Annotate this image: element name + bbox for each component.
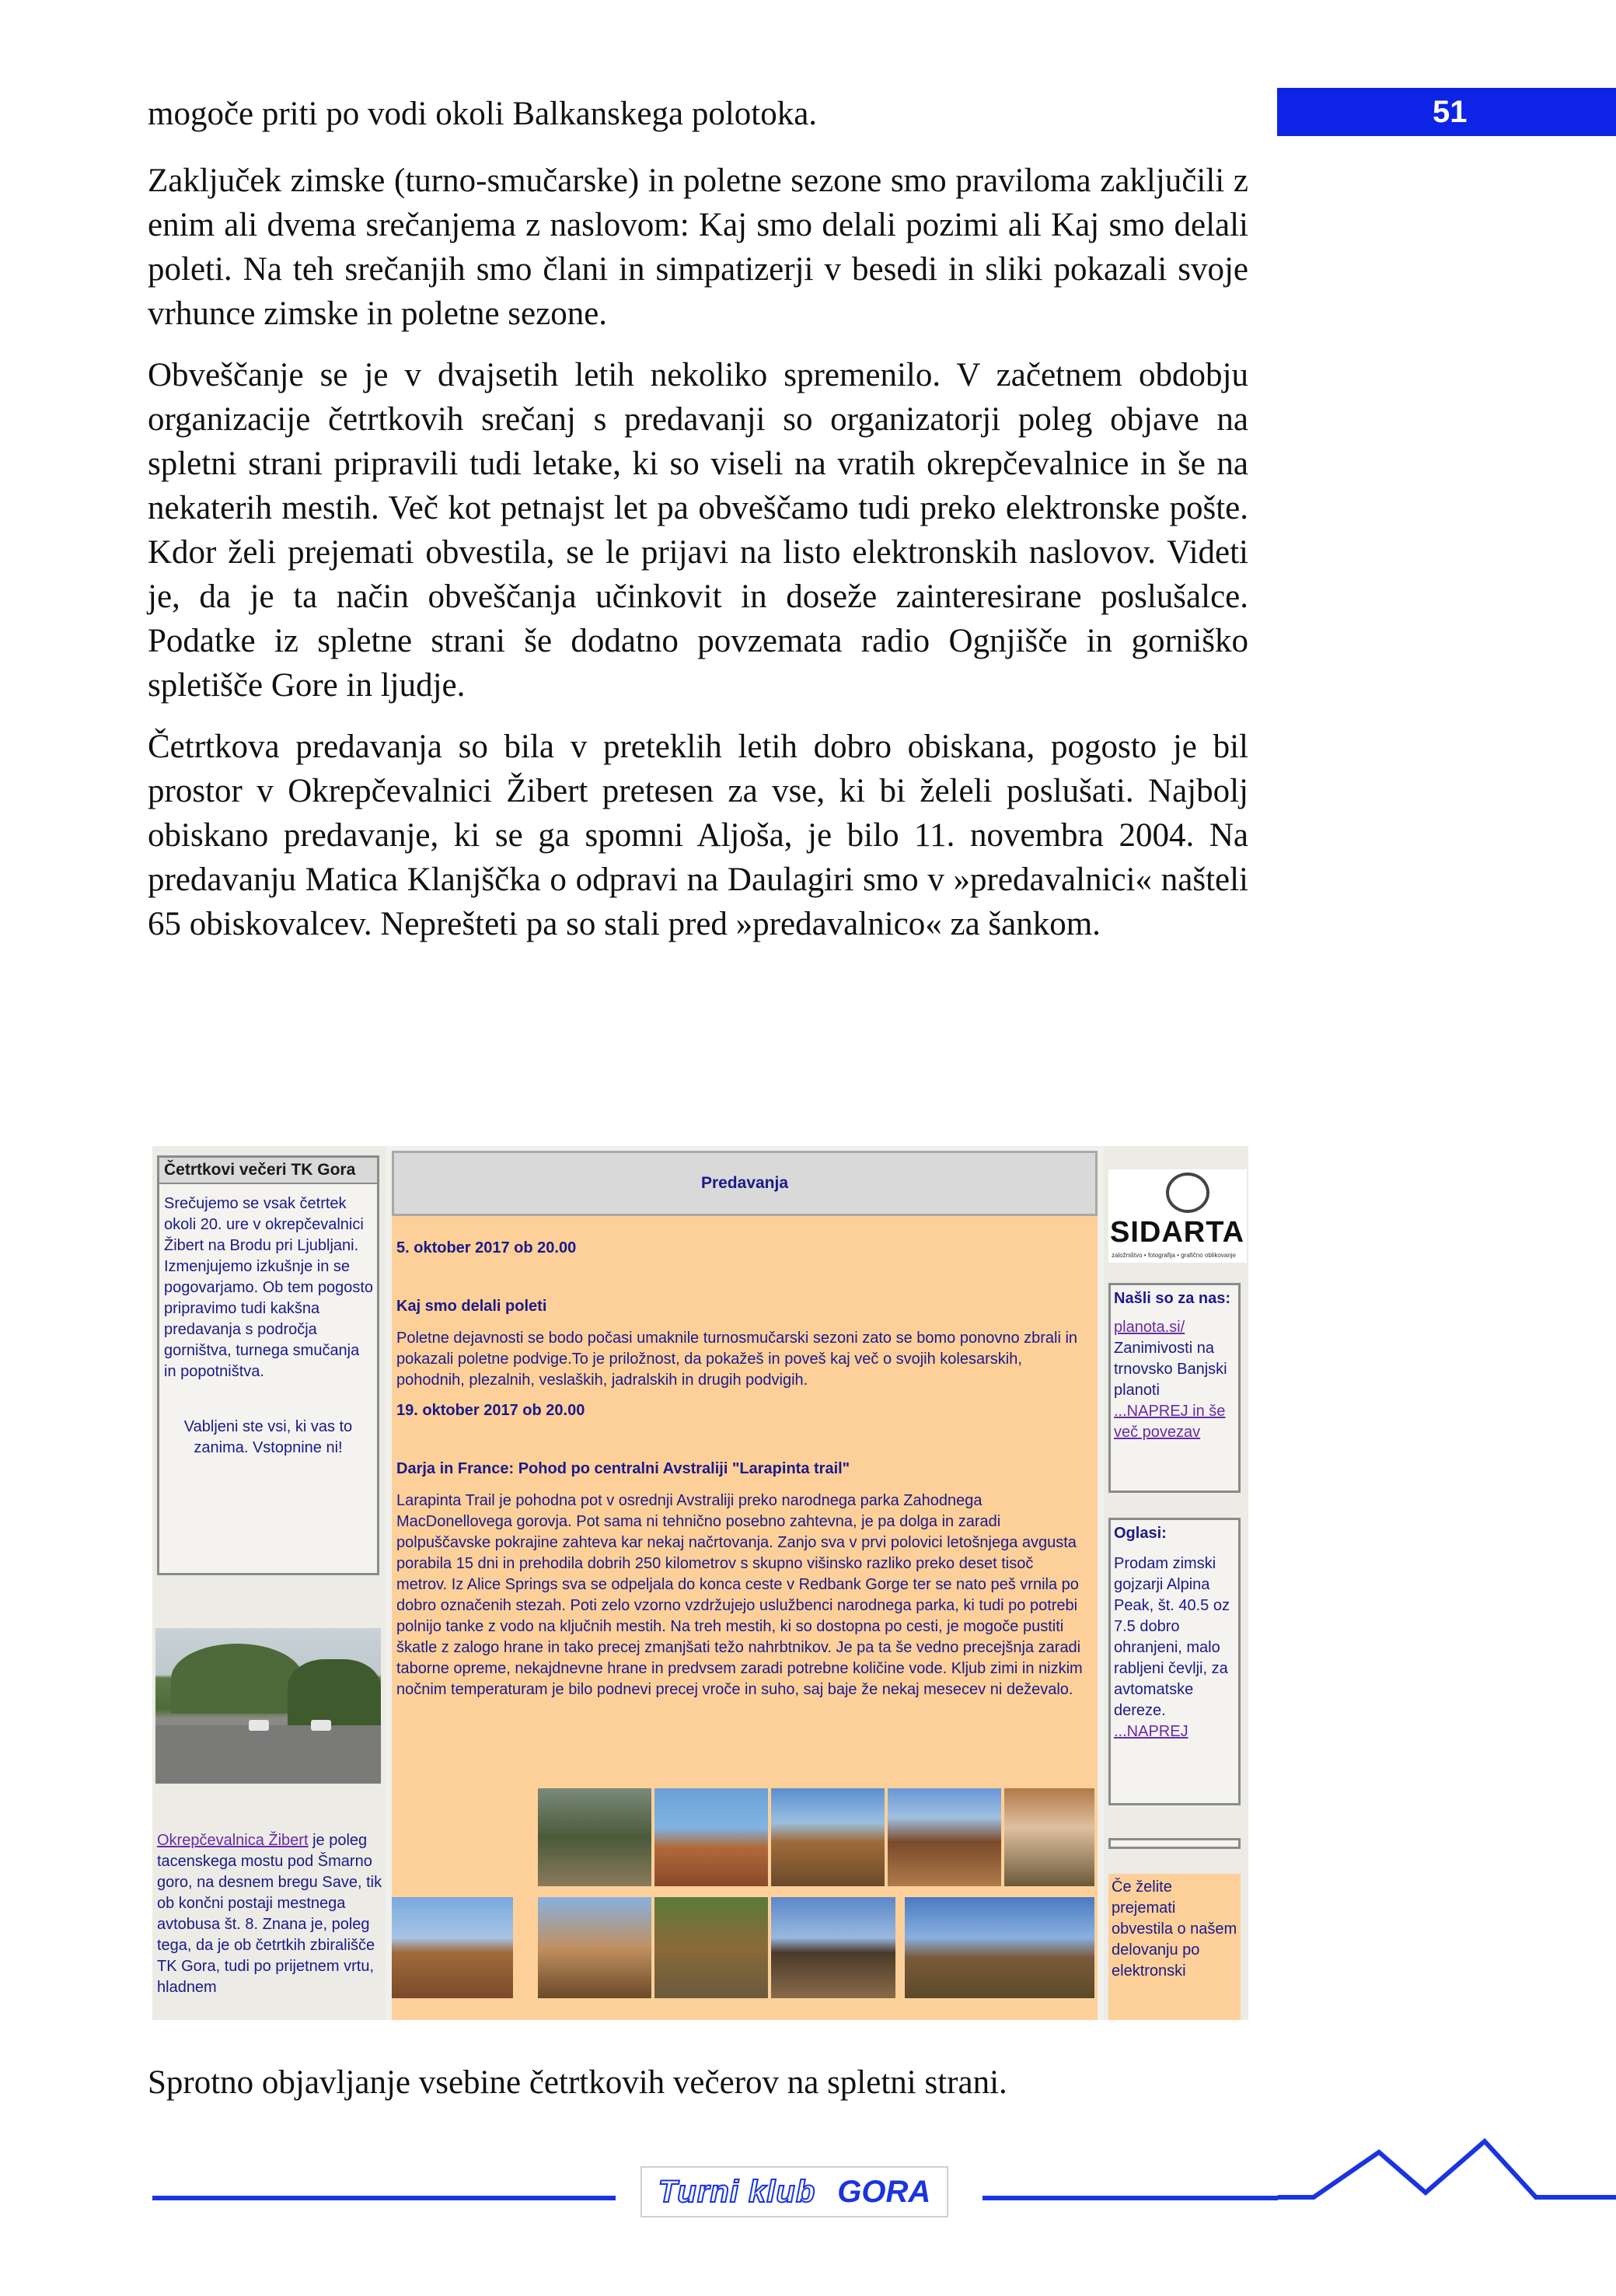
gallery-photo[interactable] — [654, 1897, 768, 1998]
footer-line-left — [152, 2196, 616, 2200]
gallery-photo[interactable] — [538, 1897, 651, 1998]
gallery-photo[interactable] — [771, 1897, 895, 1998]
info-box-body: Srečujemo se vsak četrtek okoli 20. ure v okrepčevalnici Žibert na Brodu pri Ljubljani. Izmenjujemo izkušnje in se pogovarjamo. Ob tem pogosto pripravimo tudi kakšna predavanja s področja gorništva, turnega smučanja in popotništva. — [164, 1195, 374, 1380]
ad-text: Prodam zimski gojzarji Alpina Peak, št. 40.5 oz 7.5 dobro ohranjeni, malo rabljeni čevlji, za avtomatske dereze. — [1114, 1555, 1230, 1719]
ads-box — [1108, 1518, 1241, 1805]
body-text — [148, 159, 1248, 963]
shell-icon — [1166, 1172, 1209, 1213]
gallery-photo[interactable] — [771, 1788, 885, 1886]
gallery-photo[interactable] — [654, 1788, 768, 1886]
sidarta-logo[interactable]: SIDARTA založništvo • fotografija • grafično oblikovanje — [1108, 1169, 1247, 1263]
figure-caption: Sprotno objavljanje vsebine četrtkovih večerov na spletni strani. — [148, 2064, 1007, 2101]
lectures-panel — [392, 1151, 1098, 2020]
newsletter-text: Če želite prejemati obvestila o našem delovanju po elektronski — [1112, 1878, 1237, 1980]
lecture-date: 5. oktober 2017 ob 20.00 — [396, 1239, 577, 1256]
location-link[interactable]: Okrepčevalnica Žibert — [157, 1832, 309, 1849]
paragraph: Četrtkova predavanja so bila v preteklih letih dobro obiskana, pogosto je bil prostor v Okrepčevalnici Žibert pretesen za vse, ki bi želeli poslušati. Najbolj obiskano predavanje, ki se ga spomni Aljoša, je bilo 11. novembra 2004. Na predavanju Matica Klanjščka o odpravi na Daulagiri smo v »predavalnici« našteli 65 obiskovalcev. Neprešteti pa so stali pred »predavalnico« za šankom. — [148, 729, 1248, 942]
street-photo — [155, 1628, 381, 1784]
links-box-title: Našli so za nas: — [1114, 1290, 1231, 1307]
lecture-title: Kaj smo delali poleti — [396, 1298, 547, 1315]
location-text: Okrepčevalnica Žibert je poleg tacenskega mostu pod Šmarno goro, na desnem bregu Save, tik ob končni postaji mestnega avtobusa št. 8. Znana je, poleg tega, da je ob četrtkih zbirališče TK Gora, tudi po prijetnem vrtu, hladnem — [157, 1832, 382, 1996]
info-box-title: Četrtkovi večeri TK Gora — [159, 1158, 377, 1184]
right-column — [1104, 1146, 1248, 2020]
info-box-note: Vabljeni ste vsi, ki vas to zanima. Vstopnine ni! — [183, 1418, 353, 1456]
ads-box-title: Oglasi: — [1114, 1525, 1167, 1542]
gallery-photo[interactable] — [538, 1788, 651, 1886]
divider-box — [1108, 1838, 1241, 1849]
more-links[interactable]: ...NAPREJ in še več povezav — [1114, 1403, 1226, 1441]
lecture-description: Larapinta Trail je pohodna pot v osrednji Avstraliji preko narodnega parka Zahodnega MacDonellovega gorovja. Pot sama ni tehnično posebno zahtevna, je pa dolga in zaradi polpuščavske pokrajine zahteva kar nekaj načrtovanja. Zanjo sva v prvi polovici letošnjega avgusta porabila 15 dni in prehodila dobrih 250 kilometrov s skupno višinsko razliko preko deset tisoč metrov. Iz Alice Springs sva se odpeljala do konca ceste v Redbank Gorge ter se nato peš vrnila po dobro označenih stezah. Poti zelo vzorno vzdržujejo uslužbenci narodnega parka, ki tudi po potrebi polnijo tanke z vodo na ključnih mestih. Na treh mestih, ki so dostopna po cesti, je mogoče pustiti škatle z zalogo hrane in tako precej zmanjšati težo nahrbtnikov. Je pa ta še vedno precejšnja zaradi taborne opreme, nekajdnevne hrane in predvsem zaradi potrebne količine vode. Kljub zimi in nizkim nočnim temperaturam je bilo podnevi precej vroče in suho, saj baje že nekaj mesecev ni deževalo. — [396, 1492, 1083, 1698]
paragraph: Zaključek zimske (turno-smučarske) in poletne sezone smo praviloma zaključili z enim ali dvema srečanjema z naslovom: Kaj smo delali pozimi ali Kaj smo delali poleti. Na teh srečanjih smo člani in simpatizerji v besedi in sliki pokazali svoje vrhunce zimske in poletne sezone. — [148, 163, 1248, 332]
mountain-icon — [1259, 2130, 1616, 2208]
lectures-content — [396, 1238, 1088, 1700]
website-screenshot — [152, 1146, 1248, 2020]
lecture-date: 19. oktober 2017 ob 20.00 — [396, 1402, 585, 1419]
gallery-photo[interactable] — [1004, 1788, 1094, 1886]
info-box — [157, 1155, 379, 1575]
left-column — [152, 1146, 386, 2020]
page-number: 51 — [1433, 94, 1468, 129]
ads-more-link[interactable]: ...NAPREJ — [1114, 1723, 1188, 1740]
lecture-description: Poletne dejavnosti se bodo počasi umaknile turnosmučarski sezoni zato se bomo ponovno zbrali in pokazali poletne podvige.To je priložnost, da pokažeš in poveš kaj več o svojih kolesarskih, pohodnih, plezalnih, veslaških, jadralskih in drugih podvigih. — [396, 1330, 1078, 1389]
gallery-photo[interactable] — [392, 1897, 513, 1998]
club-logo: Turni klub GORA — [640, 2166, 948, 2217]
planota-link[interactable]: planota.si/ — [1114, 1319, 1185, 1336]
paragraph: Obveščanje se je v dvajsetih letih nekoliko spremenilo. V začetnem obdobju organizacije četrtkovih srečanj s predavanji so organizatorji poleg objave na spletni strani pripravili tudi letake, ki so viseli na vratih okrepčevalnice in še na nekaterih mestih. Več kot petnajst let pa obveščamo tudi preko elektronske pošte. Kdor želi prejemati obvestila, se le prijavi na listo elektronskih naslovov. Videti je, da je ta način obveščanja učinkovit in doseže zainteresirane poslušalce. Podatke iz spletne strani še dodatno povzemata radio Ognjišče in gorniško spletišče Gore in ljudje. — [148, 357, 1248, 704]
newsletter-box — [1108, 1874, 1241, 2020]
links-box: Našli so za nas: planota.si/ Zanimivosti na trnovsko Banjski planoti ...NAPREJ in še več povezav — [1108, 1283, 1241, 1493]
lecture-title: Darja in France: Pohod po centralni Avstraliji "Larapinta trail" — [396, 1460, 850, 1477]
gallery-photo[interactable] — [905, 1897, 1094, 1998]
footer-line-right — [983, 2196, 1278, 2200]
paragraph-continuation: mogoče priti po vodi okoli Balkanskega polotoka. — [148, 96, 818, 132]
page-number-badge — [1277, 88, 1616, 136]
gallery-photo[interactable] — [888, 1788, 1001, 1886]
lectures-header: Predavanja — [392, 1151, 1098, 1216]
